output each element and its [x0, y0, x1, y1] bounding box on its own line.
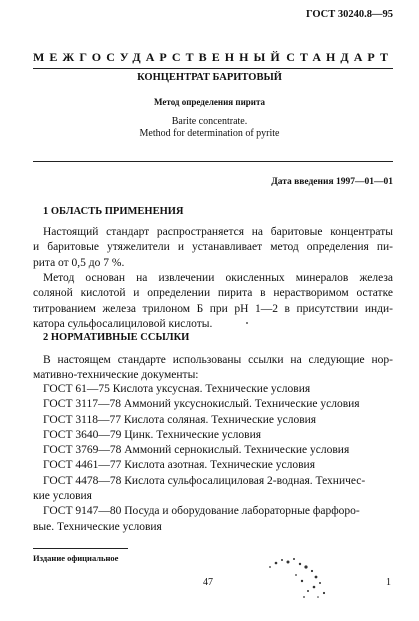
- section-heading-scope: 1 ОБЛАСТЬ ПРИМЕНЕНИЯ: [43, 206, 184, 217]
- text-line: В настоящем стандарте использованы ссылки на следующие нор-: [43, 354, 393, 366]
- reference-item: ГОСТ 4478—78 Кислота сульфосалициловая 2-водная. Техничес-: [43, 474, 366, 487]
- document-title: КОНЦЕНТРАТ БАРИТОВЫЙ: [137, 72, 282, 83]
- text-line: рита от 0,5 до 7 %.: [33, 256, 125, 269]
- interstate-standard-banner: [33, 50, 393, 65]
- reference-item: ГОСТ 9147—80 Посуда и оборудование лабораторные фарфоро-: [43, 505, 360, 518]
- text-line: катора сульфосалициловой кислоты.: [33, 317, 213, 330]
- scan-speck: [246, 322, 248, 324]
- footer-divider: [33, 548, 128, 549]
- page-number-right: 1: [386, 577, 391, 588]
- reference-item-continuation: кие условия: [33, 490, 92, 503]
- banner-word-standard: СТАНДАРТ: [286, 50, 393, 64]
- reference-item: ГОСТ 3769—78 Аммоний сернокислый. Технические условия: [43, 444, 350, 457]
- section-heading-references: 2 НОРМАТИВНЫЕ ССЫЛКИ: [43, 332, 190, 343]
- title-divider: [33, 161, 393, 162]
- library-stamp-mark: [258, 553, 338, 603]
- banner-word-interstate: МЕЖГОСУДАРСТВЕННЫЙ: [33, 50, 285, 64]
- scope-paragraph-1: [33, 225, 393, 271]
- page-number: 47: [203, 577, 213, 588]
- reference-item-continuation: вые. Технические условия: [33, 520, 162, 533]
- text-line: соляной кислотой и определении пирита в нерастворимом остатке: [33, 287, 393, 300]
- official-edition-label: Издание официальное: [33, 553, 119, 563]
- english-title: Barite concentrate.: [171, 116, 248, 127]
- document-subtitle: Метод определения пирита: [154, 97, 265, 107]
- top-divider: [33, 68, 393, 69]
- introduction-date: Дата введения 1997—01—01: [271, 177, 393, 187]
- reference-item: ГОСТ 61—75 Кислота уксусная. Технические условия: [43, 383, 311, 395]
- text-line: и баритовые утяжелители и устанавливает метод определения пи-: [33, 241, 393, 254]
- text-line: мативно-технические документы:: [33, 369, 199, 382]
- reference-item: ГОСТ 3118—77 Кислота соляная. Технические условия: [43, 413, 317, 426]
- text-line: титрованием железа трилоном Б при pH 1—2 в присутствии инди-: [33, 302, 393, 315]
- text-line: Метод основан на извлечении окисленных минералов железа: [43, 272, 393, 284]
- reference-item: ГОСТ 3640—79 Цинк. Технические условия: [43, 428, 262, 441]
- references-list: [33, 382, 393, 535]
- reference-item: ГОСТ 4461—77 Кислота азотная. Технические условия: [43, 459, 315, 472]
- scope-paragraph-2: [33, 271, 393, 332]
- reference-item: ГОСТ 3117—78 Аммоний уксуснокислый. Технические условия: [43, 398, 360, 411]
- english-subtitle: Method for determination of pyrite: [139, 128, 280, 139]
- text-line: Настоящий стандарт распространяется на баритовые концентраты: [43, 226, 393, 238]
- references-intro: [33, 353, 393, 384]
- standard-code: ГОСТ 30240.8—95: [305, 9, 393, 20]
